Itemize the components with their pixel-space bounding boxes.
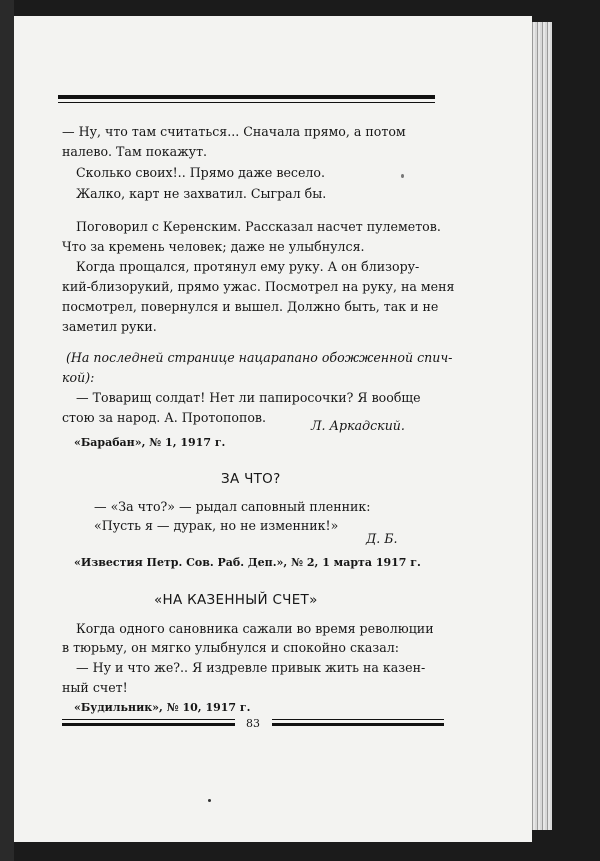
text-line: кий-близорукий, прямо ужас. Посмотрел на руку, на меня	[62, 279, 455, 294]
poem-line: «Пусть я — дурак, но не изменник!»	[94, 518, 339, 533]
section-title: ЗА ЧТО?	[221, 471, 281, 487]
footer-rule-left-thin	[62, 719, 235, 720]
section-title: «НА КАЗЕННЫЙ СЧЕТ»	[154, 592, 318, 608]
scan-speck	[208, 799, 211, 802]
scan-speck	[401, 174, 404, 178]
header-rule-thin	[58, 102, 435, 103]
text-line: Сколько своих!.. Прямо даже весело.	[76, 165, 326, 180]
book-page-edges	[530, 22, 552, 830]
source-caption: «Будильник», № 10, 1917 г.	[74, 701, 251, 714]
text-line: Жалко, карт не захватил. Сыграл бы.	[76, 186, 327, 201]
quote-signature: Л. Аркадский.	[311, 418, 405, 433]
footer-rule-right-thin	[272, 719, 444, 720]
section-signature: Д. Б.	[366, 531, 398, 546]
text-line: ный счет!	[62, 680, 128, 695]
text-line: Когда прощался, протянул ему руку. А он близору-	[76, 259, 420, 274]
text-line: Когда одного сановника сажали во время революции	[76, 621, 434, 636]
text-line: Что за кремень человек; даже не улыбнулся.	[62, 239, 365, 254]
source-caption: «Барабан», № 1, 1917 г.	[74, 436, 226, 449]
text-line: заметил руки.	[62, 319, 157, 334]
source-caption: «Известия Петр. Сов. Раб. Деп.», № 2, 1 марта 1917 г.	[74, 556, 421, 569]
footer-rule-right-thick	[272, 723, 444, 726]
text-line: посмотрел, повернулся и вышел. Должно быть, так и не	[62, 299, 439, 314]
note-line: кой):	[62, 370, 95, 385]
book-page	[14, 16, 532, 842]
quote-line: — Товарищ солдат! Нет ли папиросочки? Я вообще	[76, 390, 421, 405]
note-line: (На последней странице нацарапано обожженной спич-	[66, 350, 453, 365]
poem-line: — «За что?» — рыдал саповный пленник:	[94, 499, 371, 514]
scan-left-border	[0, 0, 14, 861]
text-line: — Ну и что же?.. Я издревле привык жить на казен-	[76, 660, 426, 675]
text-line: в тюрьму, он мягко улыбнулся и спокойно сказал:	[62, 640, 400, 655]
header-rule-thick	[58, 95, 435, 99]
text-line: Поговорил с Керенским. Рассказал насчет пулеметов.	[76, 219, 441, 234]
quote-line: стою за народ. А. Протопопов.	[62, 410, 267, 425]
page-number: 83	[246, 717, 260, 730]
text-line: налево. Там покажут.	[62, 144, 208, 159]
text-line: — Ну, что там считаться... Сначала прямо, а потом	[62, 124, 406, 139]
footer-rule-left-thick	[62, 723, 235, 726]
